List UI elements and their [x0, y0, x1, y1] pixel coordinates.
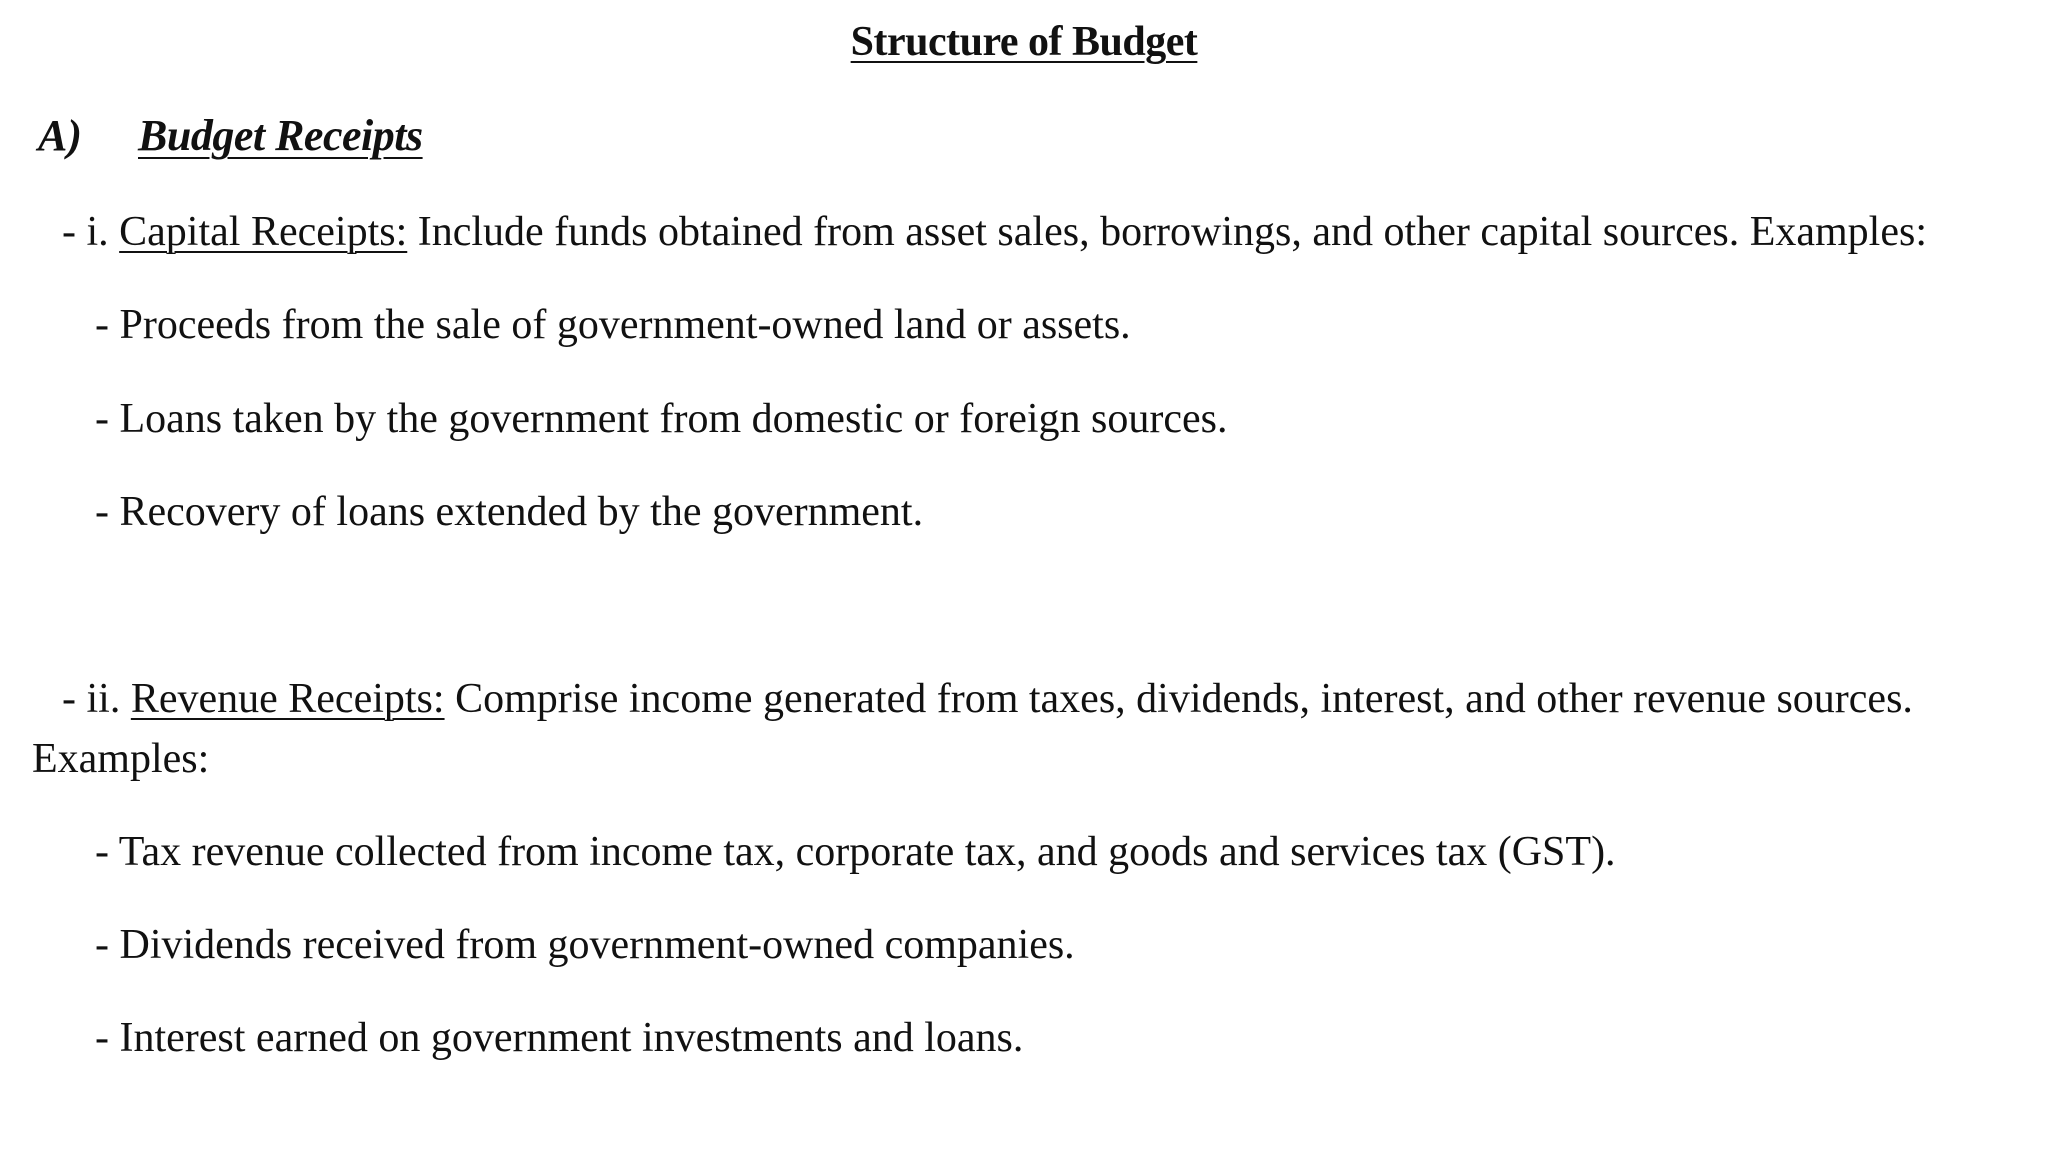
capital-receipts-description: Include funds obtained from asset sales, borrowings, and other capital sources. Examples: — [407, 209, 1928, 255]
list-item: - Recovery of loans extended by the government. — [95, 489, 924, 535]
section-heading-a — [38, 110, 423, 161]
section-heading-text: Budget Receipts — [138, 111, 423, 160]
list-item: - Tax revenue collected from income tax, corporate tax, and goods and services tax (GST). — [95, 829, 1616, 875]
list-item: - Loans taken by the government from domestic or foreign sources. — [95, 396, 1228, 442]
list-item: - Dividends received from government-owned companies. — [95, 922, 1075, 968]
revenue-receipts-description: Comprise income generated from taxes, dividends, interest, and other revenue sources. — [444, 676, 1913, 722]
revenue-receipts-line — [62, 672, 1913, 727]
capital-receipts-line — [62, 205, 1927, 260]
revenue-continuation: Examples: — [32, 736, 210, 782]
revenue-prefix: - ii. — [62, 676, 131, 722]
revenue-receipts-label: Revenue Receipts: — [130, 676, 445, 722]
capital-receipts-label: Capital Receipts: — [119, 209, 408, 255]
section-letter: A) — [38, 111, 82, 160]
list-item: - Proceeds from the sale of government-owned land or assets. — [95, 302, 1131, 348]
list-item: - Interest earned on government investments and loans. — [95, 1015, 1024, 1061]
capital-prefix: - i. — [62, 209, 120, 255]
page-title: Structure of Budget — [850, 19, 1198, 65]
